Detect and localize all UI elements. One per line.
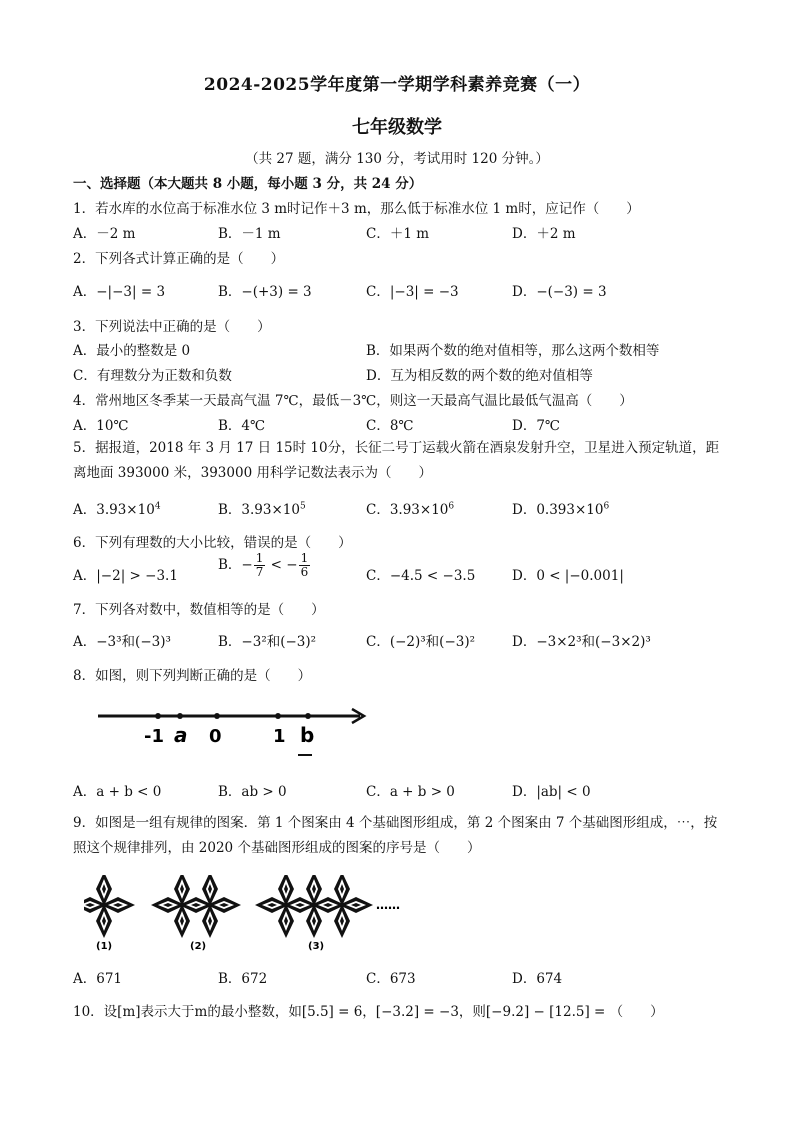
q2-option-a: A．−|−3| = 3	[73, 284, 166, 300]
q2-option-b: B．−(+3) = 3	[218, 284, 312, 300]
q8-option-d: D．|ab| < 0	[512, 784, 591, 800]
q6-option-c: C．−4.5 < −3.5	[366, 568, 476, 584]
q4-option-b: B．4℃	[218, 418, 266, 434]
point-1	[275, 713, 281, 719]
q1-option-b: B．－1 m	[218, 226, 281, 242]
pattern-label-2: (2)	[190, 941, 207, 952]
q8-option-a: A．a + b < 0	[73, 784, 162, 800]
q3-option-d: D．互为相反数的两个数的绝对值相等	[366, 368, 593, 384]
q1-option-c: C．＋1 m	[366, 226, 430, 242]
exam-note: （共 27 题，满分 130 分，考试用时 120 分钟。）	[245, 151, 549, 167]
q8-option-b: B．ab > 0	[218, 784, 287, 800]
fraction: $\frac{1}{6}$	[300, 551, 309, 579]
point-minus-1	[155, 713, 161, 719]
q6-option-b: B．− $\frac{1}{7}$ < − $\frac{1}{6}$	[218, 551, 309, 579]
q7-option-a: A．−3³和(−3)³	[73, 634, 171, 650]
pattern-figure	[84, 875, 434, 955]
point-a	[177, 713, 183, 719]
label-1: 1	[273, 726, 286, 747]
question-8-stem: 8．如图，则下列判断正确的是（ ）	[73, 668, 312, 684]
label-b: b	[300, 723, 315, 747]
q4-option-c: C．8℃	[366, 418, 414, 434]
q3-option-c: C．有理数分为正数和负数	[73, 368, 232, 384]
q5-option-a: A．$3.93\times 10^4$	[73, 501, 161, 518]
question-3-stem: 3．下列说法中正确的是（ ）	[73, 319, 271, 335]
question-7-stem: 7．下列各对数中，数值相等的是（ ）	[73, 602, 325, 618]
question-5-stem: 5．据报道，2018 年 3 月 17 日 15时 10分，长征二号丁运载火箭在酒泉发射升空，卫星进入预定轨道，距离地面 393000 米，393000 用科学记数法表示为（ ）	[73, 440, 720, 481]
q5-option-d: D．$0.393\times 10^6$	[512, 501, 610, 518]
pattern-1	[84, 875, 135, 938]
pattern-3	[255, 875, 373, 938]
pattern-label-3: (3)	[308, 941, 325, 952]
q9-option-d: D．674	[512, 971, 563, 987]
q3-option-a: A．最小的整数是 0	[73, 343, 191, 359]
pattern-2	[151, 875, 241, 938]
section-heading: 一、选择题（本大题共 8 小题，每小题 3 分，共 24 分）	[73, 176, 423, 192]
label-a: a	[174, 723, 188, 747]
q9-option-c: C．673	[366, 971, 416, 987]
q1-option-a: A．－2 m	[73, 226, 136, 242]
q9-option-b: B．672	[218, 971, 268, 987]
q7-option-b: B．−3²和(−3)²	[218, 634, 317, 650]
q7-option-c: C．(−2)³和(−3)²	[366, 634, 476, 650]
q4-option-a: A．10℃	[73, 418, 129, 434]
q8-option-c: C．a + b > 0	[366, 784, 455, 800]
label-0: 0	[209, 726, 222, 747]
question-2-stem: 2．下列各式计算正确的是（ ）	[73, 251, 285, 267]
q9-option-a: A．671	[73, 971, 123, 987]
question-9-stem: 9．如图是一组有规律的图案．第 1 个图案由 4 个基础图形组成，第 2 个图案由 7 个基础图形组成，⋯，按照这个规律排列，由 2020 个基础图形组成的图案的序号是（ ）	[73, 815, 718, 856]
question-6-stem: 6．下列有理数的大小比较，错误的是（ ）	[73, 535, 352, 551]
pattern-ellipsis: ……	[376, 898, 400, 912]
q1-option-d: D．＋2 m	[512, 226, 576, 242]
number-line-figure	[90, 700, 380, 762]
q5-option-b: B．$3.93\times 10^5$	[218, 501, 306, 518]
q2-option-c: C．|−3| = −3	[366, 284, 459, 300]
q7-option-d: D．−3×2³和(−3×2)³	[512, 634, 651, 650]
q2-option-d: D．−(−3) = 3	[512, 284, 607, 300]
point-0	[214, 713, 220, 719]
q6-option-d: D．0 < |−0.001|	[512, 568, 624, 584]
exam-title: 2024-2025学年度第一学期学科素养竞赛（一）	[203, 75, 591, 95]
point-b	[305, 713, 311, 719]
question-10-stem: 10．设[m]表示大于m的最小整数，如[5.5] = 6，[−3.2] = −3，则[−9.2] − [12.5] = （ ）	[73, 1004, 664, 1020]
q3-option-b: B．如果两个数的绝对值相等，那么这两个数相等	[366, 343, 660, 359]
label-minus-1: -1	[144, 726, 164, 747]
pattern-label-1: (1)	[96, 941, 113, 952]
q4-option-d: D．7℃	[512, 418, 561, 434]
question-1-stem: 1．若水库的水位高于标准水位 3 m时记作＋3 m，那么低于标准水位 1 m时，应记作（ ）	[73, 201, 640, 217]
q6-option-a: A．|−2| > −3.1	[73, 568, 178, 584]
question-4-stem: 4．常州地区冬季某一天最高气温 7℃，最低－3℃，则这一天最高气温比最低气温高（ ）	[73, 393, 633, 409]
q5-option-c: C．$3.93\times 10^6$	[366, 501, 455, 518]
fraction: $\frac{1}{7}$	[255, 551, 264, 579]
exam-subtitle: 七年级数学	[352, 117, 442, 138]
